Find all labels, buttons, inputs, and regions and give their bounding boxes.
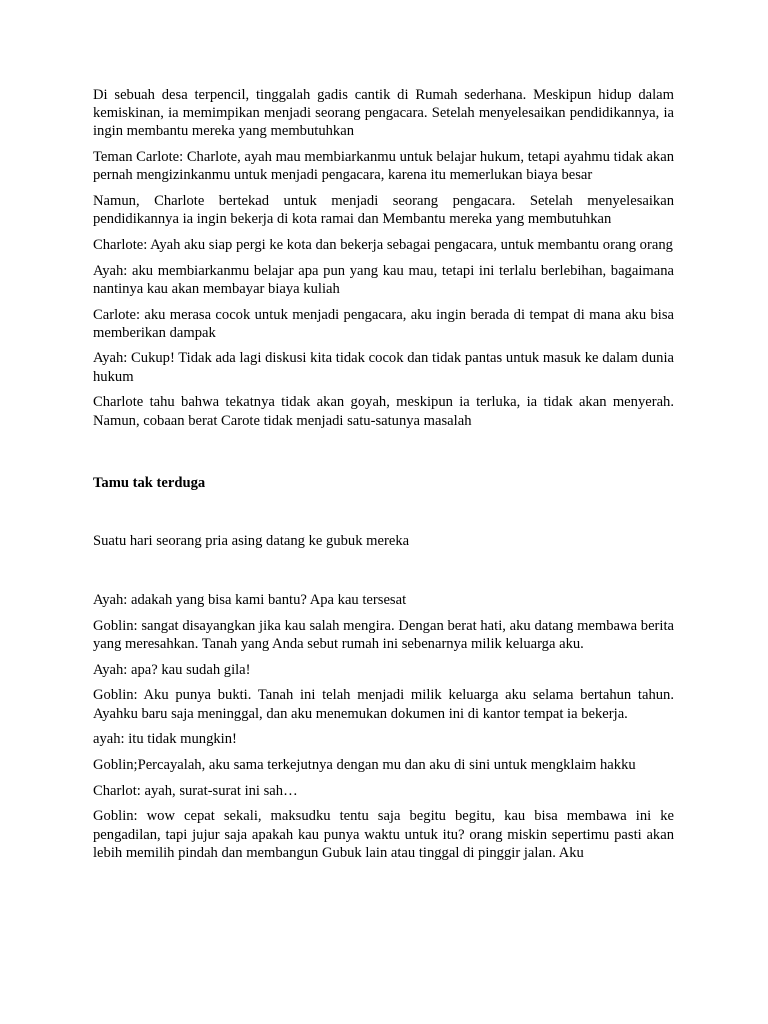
paragraph-dialogue: Goblin;Percayalah, aku sama terkejutnya dengan mu dan aku di sini untuk mengklaim hakku — [93, 757, 636, 774]
section-heading: Tamu tak terduga — [93, 474, 206, 491]
paragraph-narration: Suatu hari seorang pria asing datang ke gubuk mereka — [93, 532, 410, 549]
paragraph-dialogue: Carlote: aku merasa cocok untuk menjadi pengacara, aku ingin berada di tempat di mana aku bisa memberikan dampak — [93, 306, 674, 341]
paragraph-intro: Di sebuah desa terpencil, tinggalah gadis cantik di Rumah sederhana. Meskipun hidup dalam kemiskinan, ia memimpikan menjadi seorang pengacara. Setelah menyelesaikan pendidikannya, ia ingin membantu mereka yang membutuhkan — [93, 87, 674, 140]
paragraph-dialogue: Ayah: Cukup! Tidak ada lagi diskusi kita tidak cocok dan tidak pantas untuk masuk ke dalam dunia hukum — [93, 350, 674, 385]
paragraph-dialogue: Ayah: apa? kau sudah gila! — [93, 661, 251, 678]
paragraph-dialogue: Charlot: ayah, surat-surat ini sah… — [93, 782, 298, 799]
paragraph-dialogue: Goblin: Aku punya bukti. Tanah ini telah menjadi milik keluarga aku selama bertahun tahun. Ayahku baru saja meninggal, dan aku menemukan dokumen ini di kantor tempat ia bekerja. — [93, 687, 674, 722]
paragraph-dialogue: Ayah: aku membiarkanmu belajar apa pun yang kau mau, tetapi ini terlalu berlebihan, bagaimana nantinya kau akan membayar biaya kuliah — [93, 262, 674, 297]
paragraph-narration: Charlote tahu bahwa tekatnya tidak akan goyah, meskipun ia terluka, ia tidak akan menyerah. Namun, cobaan berat Carote tidak menjadi satu-satunya masalah — [93, 394, 674, 429]
paragraph-dialogue: Goblin: sangat disayangkan jika kau salah mengira. Dengan berat hati, aku datang membawa berita yang meresahkan. Tanah yang Anda sebut rumah ini sebenarnya milik keluarga aku. — [93, 617, 674, 653]
paragraph-dialogue: Charlote: Ayah aku siap pergi ke kota dan bekerja sebagai pengacara, untuk membantu orang orang — [93, 236, 673, 253]
paragraph-dialogue: ayah: itu tidak mungkin! — [93, 731, 237, 748]
paragraph-dialogue: Goblin: wow cepat sekali, maksudku tentu saja begitu begitu, kau bisa membawa ini ke pengadilan, tapi jujur saja apakah kau punya waktu untuk itu? orang miskin sepertimu pasti akan lebih memilih pindah dan membangun Gubuk lain atau tinggal di pinggir jalan. Aku — [93, 808, 674, 861]
document-page — [93, 86, 674, 870]
paragraph-dialogue: Teman Carlote: Charlote, ayah mau membiarkanmu untuk belajar hukum, tetapi ayahmu tidak akan pernah mengizinkanmu untuk menjadi pengacara, karena itu memerlukan biaya besar — [93, 149, 674, 184]
paragraph-dialogue: Ayah: adakah yang bisa kami bantu? Apa kau tersesat — [93, 592, 407, 609]
paragraph-narration: Namun, Charlote bertekad untuk menjadi seorang pengacara. Setelah menyelesaikan pendidikannya ia ingin bekerja di kota ramai dan Membantu mereka yang membutuhkan — [93, 193, 674, 228]
